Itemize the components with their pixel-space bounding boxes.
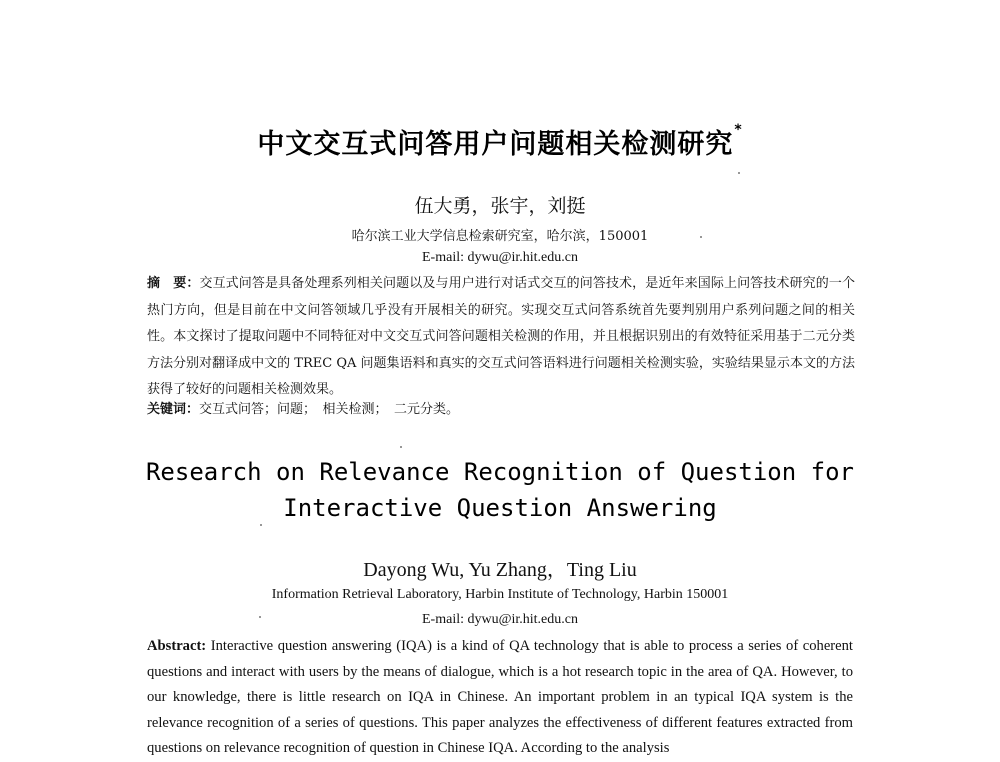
chinese-abstract-text: 交互式问答是具备处理系列相关问题以及与用户进行对话式交互的问答技术，是近年来国际上问答技术研究的一个热门方向，但是目前在中文问答领域几乎没有开展相关的研究。实现交互式问答系统首先要判别用户系列问题之间的相关性。本文探讨了提取问题中不同特征对中文交互式问答问题相关检测的作用，并且根据识别出的有效特征采用基于二元分类方法分别对翻译成中文的 TREC QA 问题集语料和真实的交互式问答语料进行问题相关检测实验，实验结果显示本文的方法获得了较好的问题相关检测效果。 — [147, 276, 855, 397]
english-title-line-2: Interactive Question Answering — [283, 494, 717, 522]
scan-speck — [260, 524, 262, 526]
scan-speck — [259, 616, 261, 618]
chinese-keywords-text: 交互式问答；问题； 相关检测； 二元分类。 — [199, 402, 460, 417]
english-abstract-text: Interactive question answering (IQA) is a kind of QA technology that is able to process a series of coherent questions and interact with users by the means of dialogue, which is a hot research topic in the area of QA. However, to our knowledge, there is little research on IQA in Chinese. An important problem in an typical IQA system is the relevance recognition of a series of questions. This paper analyzes the effectiveness of different features extracted from questions on relevance recognition of question in Chinese IQA. According to the analysis — [147, 638, 853, 757]
english-title-line-1: Research on Relevance Recognition of Question for — [145, 458, 854, 486]
chinese-abstract-label: 摘 要： — [147, 276, 200, 291]
english-abstract — [147, 634, 853, 762]
english-abstract-label: Abstract: — [147, 638, 207, 654]
chinese-authors: 伍大勇，张宇，刘挺 — [414, 195, 586, 217]
scan-speck — [738, 172, 740, 174]
scan-speck — [400, 446, 402, 448]
english-email: E-mail: dywu@ir.hit.edu.cn — [422, 612, 578, 627]
chinese-title-text: 中文交互式问答用户问题相关检测研究 — [257, 129, 734, 160]
chinese-affiliation: 哈尔滨工业大学信息检索研究室，哈尔滨，150001 — [351, 229, 649, 244]
chinese-keywords-label: 关键词： — [147, 402, 200, 417]
chinese-abstract — [147, 271, 855, 404]
english-title — [0, 454, 1000, 526]
chinese-keywords — [147, 397, 855, 423]
title-footnote-mark: * — [734, 122, 743, 138]
english-affiliation: Information Retrieval Laboratory, Harbin Institute of Technology, Harbin 150001 — [271, 587, 729, 602]
chinese-title — [0, 122, 1000, 161]
scan-speck — [700, 236, 702, 238]
english-authors: Dayong Wu, Yu Zhang，Ting Liu — [363, 559, 637, 581]
chinese-email: E-mail: dywu@ir.hit.edu.cn — [422, 250, 578, 265]
